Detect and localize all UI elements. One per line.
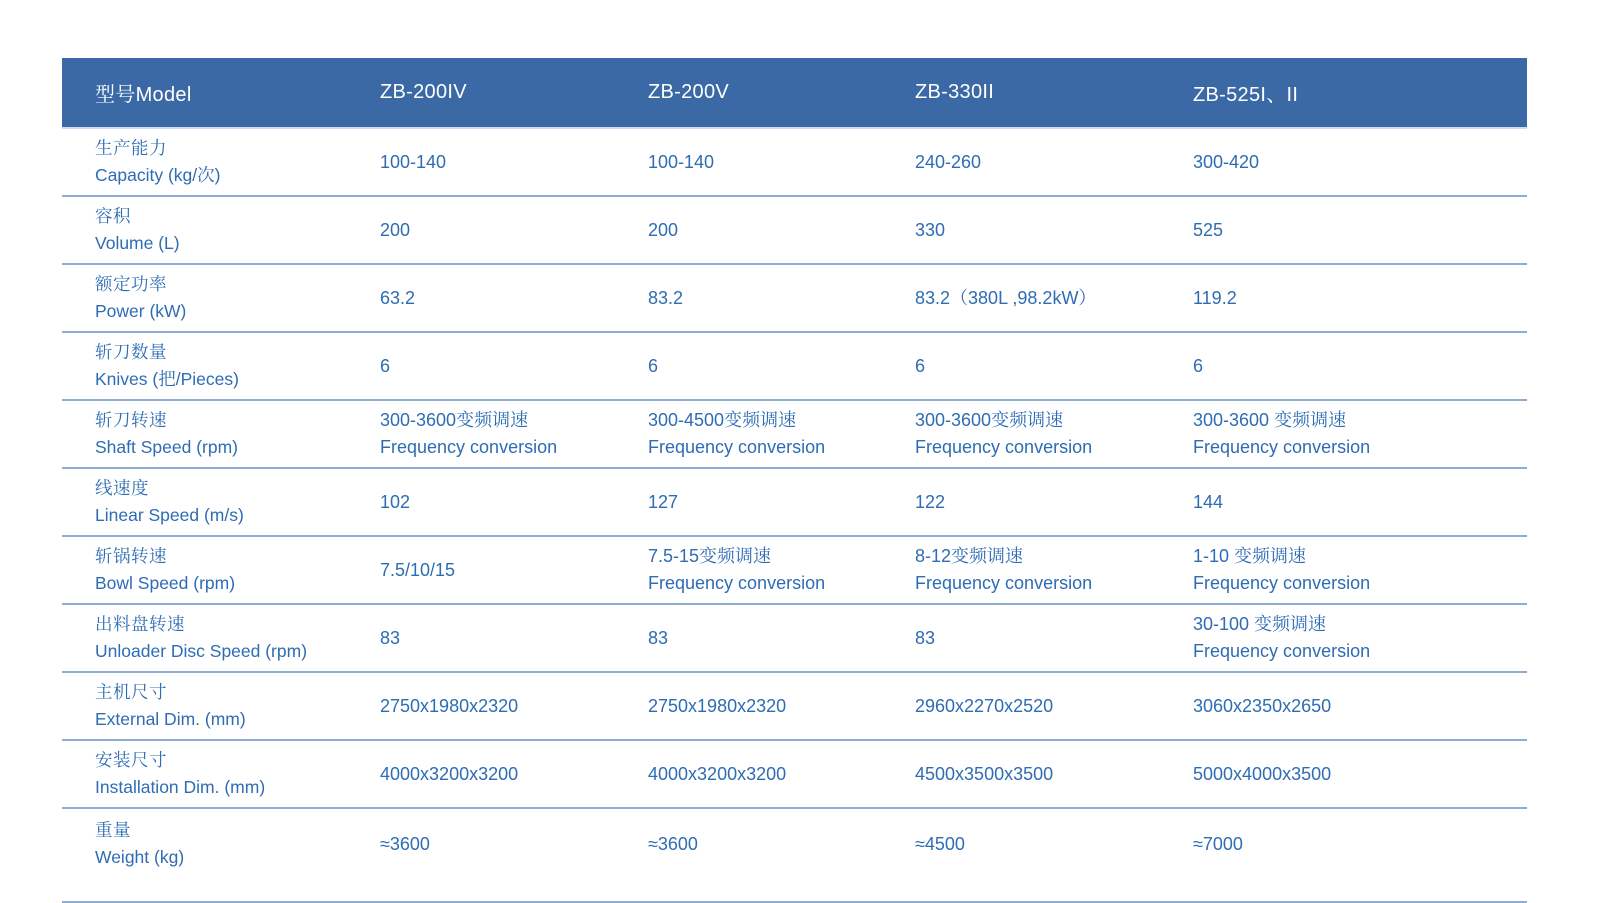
header-model-zb-200v: ZB-200V [633,58,900,128]
spec-value-line: 2750x1980x2320 [380,695,519,716]
spec-value-cell [900,128,1178,196]
spec-label-en: Weight (kg) [95,847,185,867]
spec-value-line: 4000x3200x3200 [380,763,519,784]
spec-label-en: Installation Dim. (mm) [95,777,266,797]
spec-value-line: 30-100 变频调速 [1193,614,1327,634]
spec-label-cell [62,672,365,740]
spec-value-cell [1178,400,1527,468]
spec-label-cell [62,604,365,672]
spec-value-cell [365,468,633,536]
spec-label-zh: 斩锅转速 [95,546,167,566]
table-row [62,332,1527,400]
table-row [62,468,1527,536]
spec-label-zh: 斩刀数量 [95,342,167,362]
spec-value-line: Frequency conversion [915,437,1093,457]
spec-value-line: Frequency conversion [648,573,826,593]
spec-label-en: Shaft Speed (rpm) [95,437,238,457]
spec-value-line: ≈4500 [915,833,965,854]
spec-value-cell [1178,672,1527,740]
spec-value-cell [633,332,900,400]
table-row [62,196,1527,264]
spec-value-cell [633,808,900,902]
spec-label-cell [62,332,365,400]
spec-value-line: 200 [380,219,411,240]
spec-value-cell [1178,536,1527,604]
spec-value-line: 63.2 [380,287,416,308]
table-row [62,400,1527,468]
spec-value-cell [633,196,900,264]
spec-value-line: 8-12变频调速 [915,546,1024,566]
spec-label-cell [62,740,365,808]
table-row [62,604,1527,672]
spec-label-zh: 主机尺寸 [95,682,167,702]
spec-value-line: 240-260 [915,151,982,172]
spec-value-cell [365,264,633,332]
spec-label-cell [62,536,365,604]
spec-value-line: 1-10 变频调速 [1193,546,1307,566]
spec-value-line: 300-3600变频调速 [915,410,1064,430]
spec-label-cell [62,808,365,902]
spec-value-cell [633,128,900,196]
spec-value-cell [900,808,1178,902]
spec-value-cell [365,740,633,808]
spec-value-cell [633,468,900,536]
spec-value-cell [900,740,1178,808]
spec-value-cell [365,196,633,264]
spec-value-line: 83.2（380L ,98.2kW） [915,287,1097,308]
spec-value-line: 5000x4000x3500 [1193,763,1332,784]
spec-value-line: ≈7000 [1193,833,1243,854]
spec-value-line: 7.5-15变频调速 [648,546,772,566]
spec-label-zh: 重量 [95,820,131,840]
spec-value-line: 200 [648,219,679,240]
spec-table-header [62,58,1527,128]
header-model-zb-200iv: ZB-200IV [365,58,633,128]
spec-value-line: 330 [915,219,946,240]
header-model-zb-525: ZB-525I、II [1178,58,1527,128]
spec-value-line: 2750x1980x2320 [648,695,787,716]
spec-value-cell [633,400,900,468]
spec-table-body [62,128,1527,902]
spec-value-line: 300-4500变频调速 [648,410,797,430]
spec-value-cell [365,128,633,196]
spec-value-line: 300-420 [1193,151,1260,172]
spec-value-line: 4500x3500x3500 [915,763,1054,784]
spec-value-cell [365,400,633,468]
spec-label-zh: 出料盘转速 [95,614,185,634]
spec-label-en: Power (kW) [95,301,187,321]
spec-value-line: 119.2 [1193,287,1237,308]
spec-label-cell [62,128,365,196]
spec-label-en: Capacity (kg/次) [95,165,221,185]
spec-value-line: 4000x3200x3200 [648,763,787,784]
spec-value-line: 300-3600变频调速 [380,410,529,430]
spec-value-cell [900,536,1178,604]
spec-value-cell [365,808,633,902]
spec-value-line: 83 [380,627,401,648]
spec-value-cell [1178,196,1527,264]
spec-label-en: Knives (把/Pieces) [95,369,239,389]
spec-value-line: 100-140 [648,151,715,172]
spec-value-line: 100-140 [380,151,447,172]
spec-value-cell [1178,604,1527,672]
spec-value-cell [365,332,633,400]
spec-value-line: Frequency conversion [1193,573,1371,593]
spec-value-line: 300-3600 变频调速 [1193,410,1347,430]
spec-value-line: 127 [648,491,679,512]
table-row [62,808,1527,902]
spec-value-line: 6 [380,355,391,376]
table-row [62,264,1527,332]
spec-label-zh: 生产能力 [95,138,167,158]
spec-value-cell [633,536,900,604]
spec-value-line: 83 [648,627,669,648]
spec-value-line: 6 [1193,355,1204,376]
spec-value-cell [365,604,633,672]
spec-value-line: 83 [915,627,936,648]
table-row [62,740,1527,808]
spec-label-zh: 额定功率 [95,274,167,294]
spec-value-line: 144 [1193,491,1224,512]
spec-value-cell [633,604,900,672]
spec-value-cell [900,196,1178,264]
header-model-zb-330ii: ZB-330II [900,58,1178,128]
spec-value-cell [365,536,633,604]
header-model-column: 型号Model [62,58,365,128]
spec-value-line: Frequency conversion [380,437,558,457]
spec-value-cell [1178,332,1527,400]
spec-label-en: Bowl Speed (rpm) [95,573,236,593]
spec-value-line: Frequency conversion [1193,437,1371,457]
spec-value-line: ≈3600 [380,833,430,854]
spec-label-en: Linear Speed (m/s) [95,505,244,525]
spec-value-cell [900,332,1178,400]
spec-value-line: ≈3600 [648,833,698,854]
table-row [62,536,1527,604]
spec-value-cell [900,400,1178,468]
spec-label-zh: 容积 [95,206,131,226]
spec-value-line: 6 [915,355,926,376]
spec-value-cell [900,468,1178,536]
spec-label-zh: 线速度 [95,478,149,498]
spec-value-line: Frequency conversion [1193,641,1371,661]
spec-value-cell [1178,264,1527,332]
spec-label-zh: 斩刀转速 [95,410,167,430]
table-row [62,672,1527,740]
spec-value-line: Frequency conversion [648,437,826,457]
spec-value-line: 102 [380,491,411,512]
spec-value-cell [633,264,900,332]
spec-value-line: 3060x2350x2650 [1193,695,1332,716]
spec-table [62,58,1527,903]
spec-value-cell [1178,128,1527,196]
spec-value-line: 6 [648,355,659,376]
header-row [62,58,1527,128]
spec-label-cell [62,264,365,332]
spec-value-line: 122 [915,491,946,512]
spec-value-cell [1178,468,1527,536]
spec-label-en: External Dim. (mm) [95,709,246,729]
spec-value-cell [365,672,633,740]
spec-label-cell [62,196,365,264]
spec-value-cell [633,672,900,740]
spec-value-line: 7.5/10/15 [380,559,456,580]
spec-value-line: 2960x2270x2520 [915,695,1054,716]
spec-value-cell [633,740,900,808]
spec-label-cell [62,400,365,468]
table-row [62,128,1527,196]
spec-label-zh: 安装尺寸 [95,750,167,770]
spec-value-cell [900,672,1178,740]
spec-label-en: Volume (L) [95,233,180,253]
spec-value-line: Frequency conversion [915,573,1093,593]
spec-value-cell [900,264,1178,332]
spec-value-line: 525 [1193,219,1224,240]
spec-value-cell [900,604,1178,672]
spec-value-cell [1178,808,1527,902]
spec-value-cell [1178,740,1527,808]
spec-label-cell [62,468,365,536]
spec-value-line: 83.2 [648,287,684,308]
spec-label-en: Unloader Disc Speed (rpm) [95,641,308,661]
